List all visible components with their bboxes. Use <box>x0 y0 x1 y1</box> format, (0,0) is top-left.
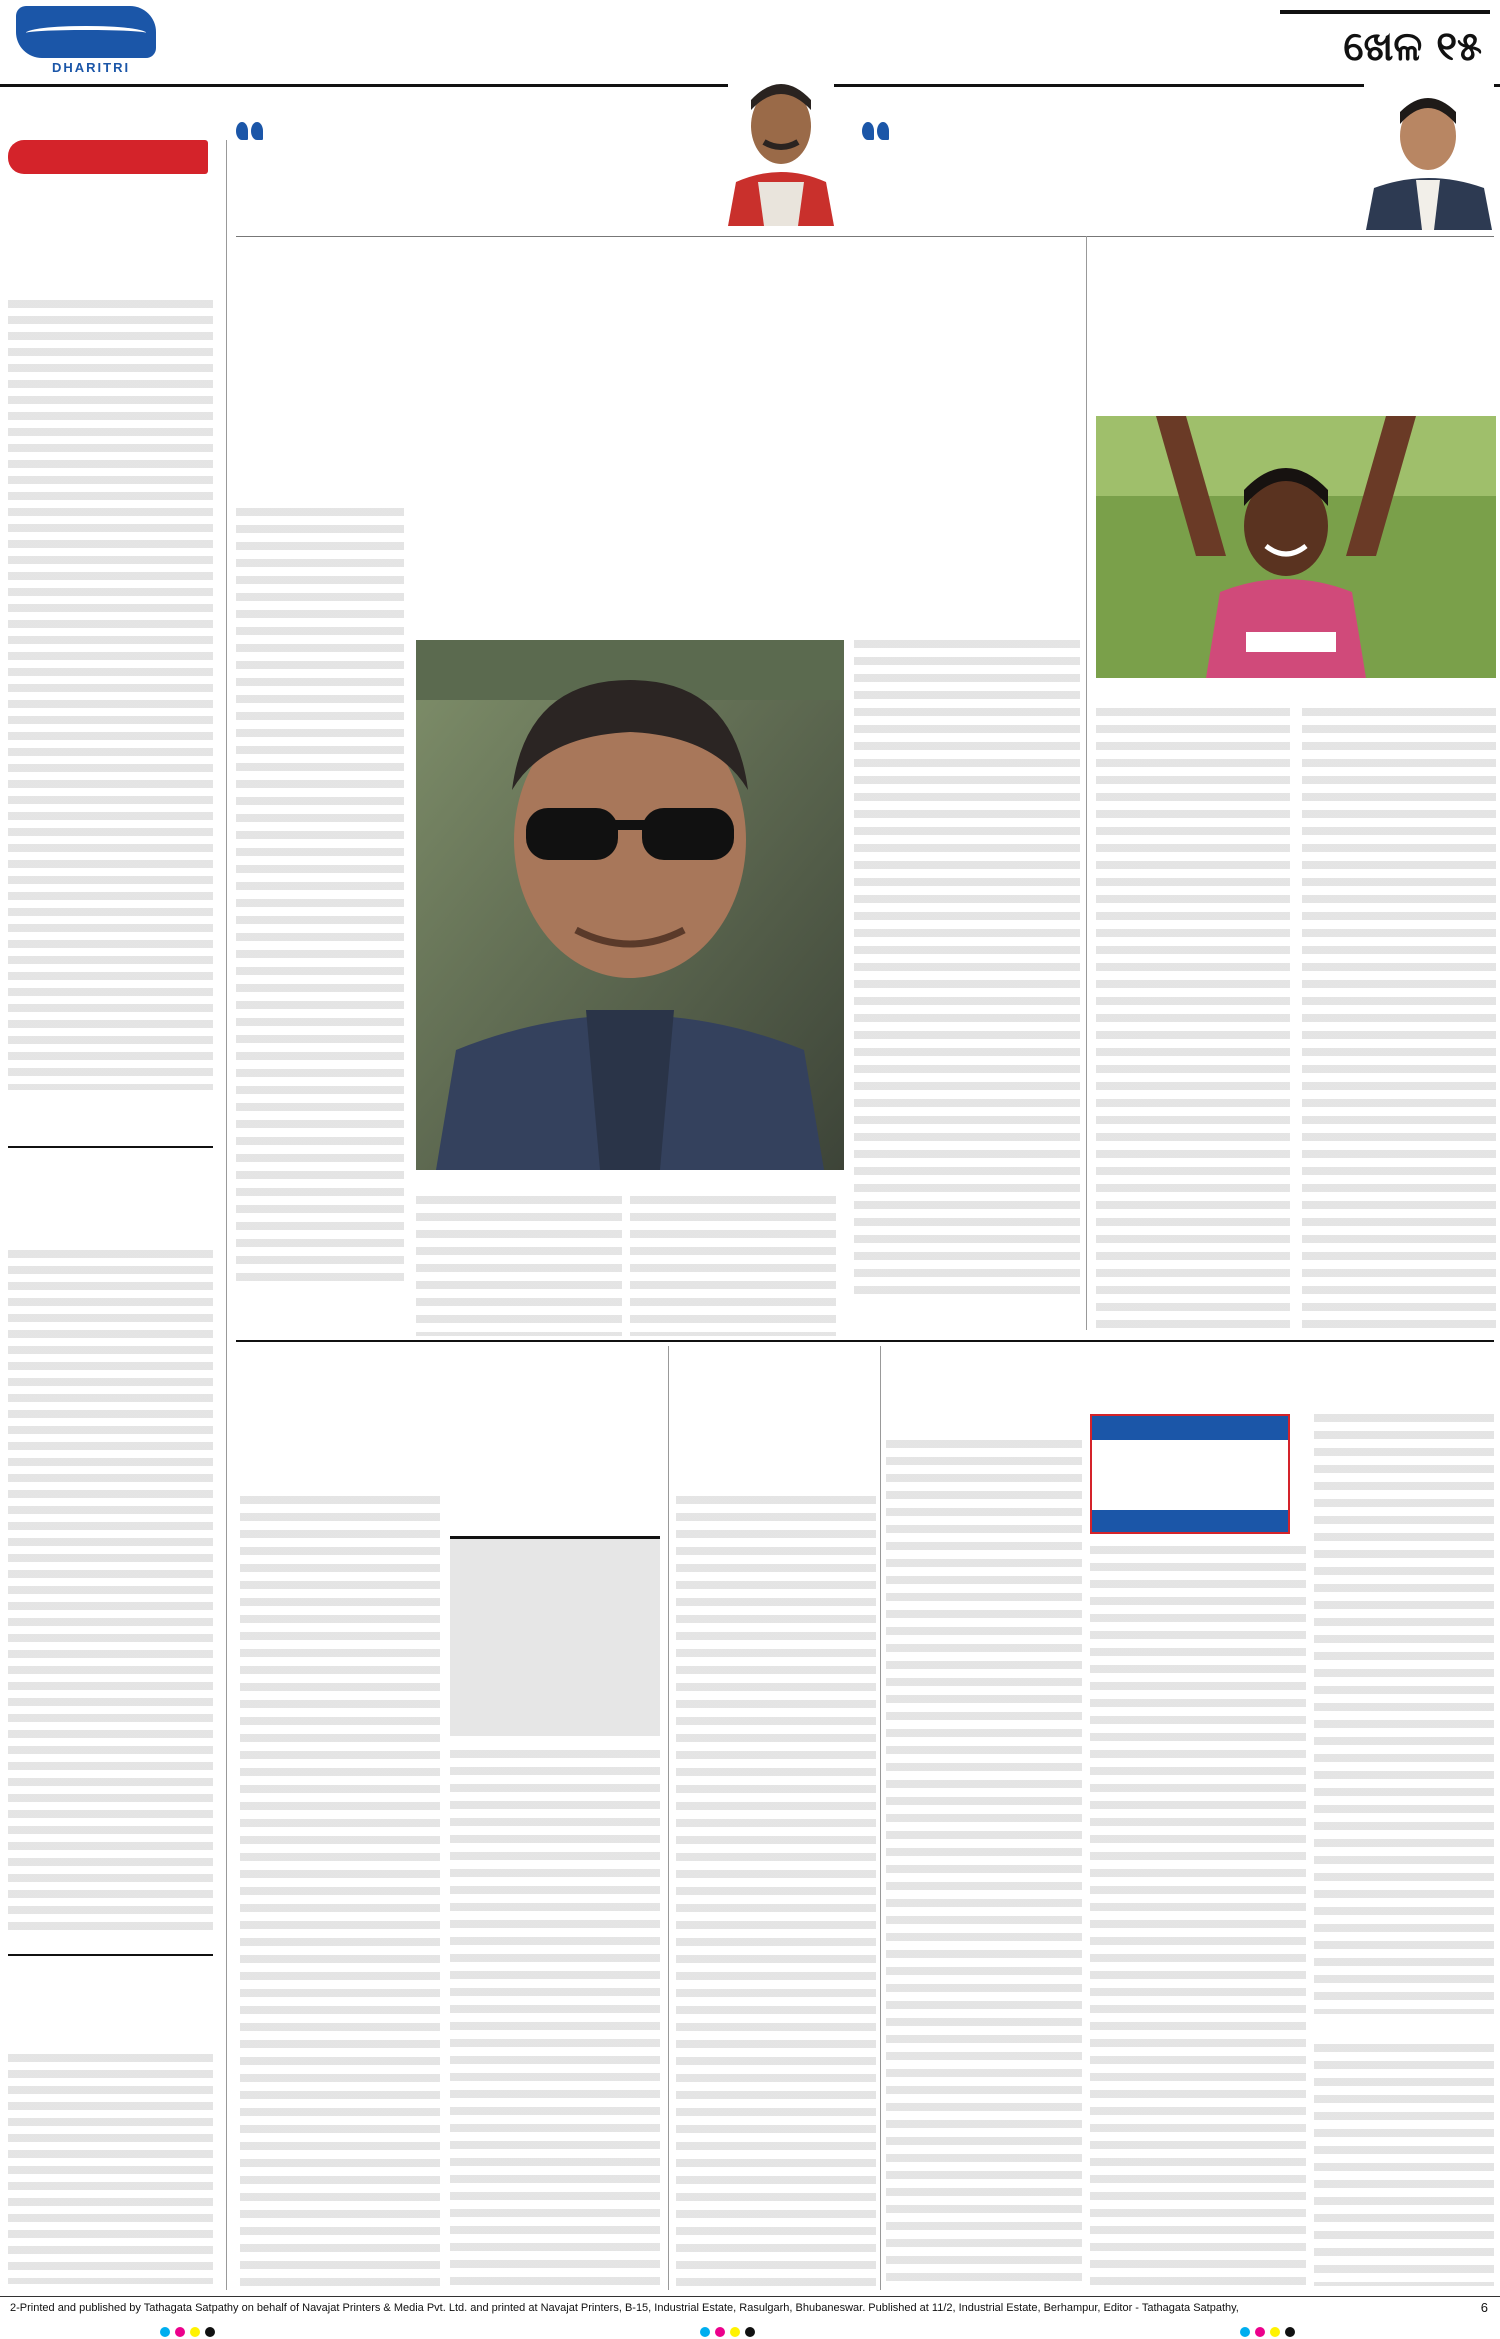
icc-col-2-lines <box>450 1750 660 2286</box>
quote-2 <box>862 112 1342 222</box>
fixture-broadcast <box>1092 1510 1288 1532</box>
registration-marks <box>700 2322 790 2334</box>
scoreboard-lines <box>1314 2044 1494 2286</box>
dharitri-logo <box>16 6 156 76</box>
column-rule <box>1086 236 1087 1330</box>
right-story-col-1-lines <box>1096 708 1290 1334</box>
quote-mark-icon <box>236 122 266 152</box>
logo-glyph-icon <box>16 6 156 58</box>
kiran-more-photo <box>416 640 844 1170</box>
ipl-body <box>886 1440 1082 2286</box>
main-column-2 <box>416 1196 836 1336</box>
dutee-chand-photo <box>1096 416 1496 678</box>
column-rule <box>880 1346 881 2290</box>
main-column-2b-lines <box>630 1196 836 1336</box>
registration-marks <box>1240 2322 1330 2334</box>
fixture-box <box>1090 1414 1290 1534</box>
brief-divider <box>8 1954 213 1956</box>
column-rule <box>668 1346 669 2290</box>
brief-divider <box>8 1146 213 1148</box>
quotes-divider <box>236 236 1494 237</box>
main-column-3 <box>854 640 1080 1300</box>
right-story-col-2-lines <box>1302 708 1496 1334</box>
ipl-col-1-lines <box>886 1440 1082 2286</box>
quote-1-portrait <box>728 70 834 226</box>
quote-mark-icon <box>862 122 892 152</box>
brief-column <box>0 140 222 2290</box>
main-column-2-lines <box>416 1196 622 1336</box>
ipl-col-2-lines <box>1090 1546 1306 2286</box>
registration-marks <box>160 2322 250 2334</box>
logo-wordmark: DHARITRI <box>52 60 131 75</box>
right-story-body <box>1096 708 1496 1334</box>
fixture-title <box>1092 1416 1288 1440</box>
quote-1 <box>236 112 716 222</box>
main-column-1 <box>236 508 404 1288</box>
hockey-lines <box>676 1496 876 2286</box>
icc-pull-quote <box>450 1536 660 1736</box>
imprint-line: 2-Printed and published by Tathagata Satpathy on behalf of Navajat Printers & Media Pvt. Ltd. and printed at Navajat Printers, B-15, Industrial Estate, Rasulgarh, Bhubaneswar. Published at 11/2, Industrial Estate, Berhampur, Editor - Tathagata Satpathy, <box>10 2302 1239 2314</box>
page-number: 6 <box>1480 2300 1488 2315</box>
brief-1-text-block <box>8 300 213 1090</box>
section-header <box>1280 10 1490 80</box>
main-column-3-lines <box>854 640 1080 1300</box>
ipl-col-3-lines <box>1314 1414 1494 2014</box>
icc-body <box>240 1496 440 2286</box>
brief-tag <box>8 140 208 174</box>
icc-col-1-lines <box>240 1496 440 2286</box>
section-title: ଖେଳ ୧୫ <box>1343 24 1482 70</box>
column-rule <box>226 140 227 2290</box>
brief-3-text-block <box>8 2054 213 2284</box>
main-column-1-lines <box>236 508 404 1288</box>
quote-2-portrait <box>1364 84 1494 230</box>
lower-section-rule <box>236 1340 1494 1342</box>
brief-2-text-block <box>8 1250 213 1930</box>
hockey-body <box>676 1496 876 2286</box>
